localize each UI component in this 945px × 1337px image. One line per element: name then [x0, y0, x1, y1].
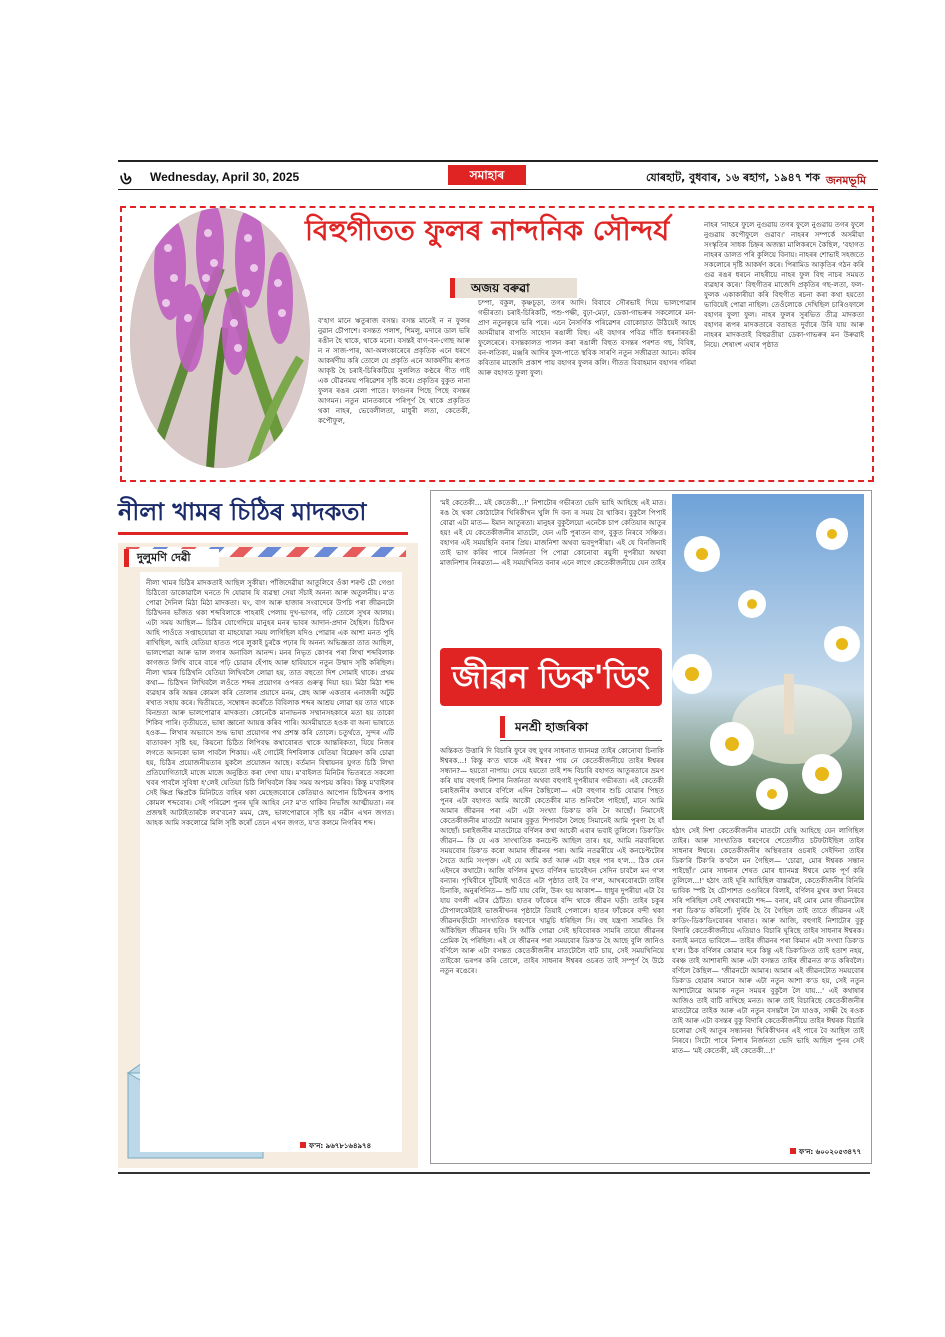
article1-col3: নাহৰ 'নাহৰে ফুলে নুগুৱায় তগৰ ফুলে নুগুৱায় তগৰ ফুলে নুগুৱায় কপৌফুলে গুৱাব।' নাহৰৰ সম্পৰ্কে অসমীয়া সংস্কৃতিৰ সাধক চিহ্নৰ অজন্তা মালিকৰদে কৈছিল, 'বহাগত নাহৰৰ ডালত পৰি কুলিয়ে বিনায়। নাহৰৰ শোভাই সহজতে সকলোৰে দৃষ্টি আকৰ্ষণ কৰে। পিৰামিড আকৃতিৰ গঠন কৰি গুৱ ৰঙৰ ধৰনে নাহৰীয়ে নাহৰ ফুল বিহু নাচৰ সময়ত ব্যৱহাৰ কৰে।' বিহুগীতৰ মাজেদি প্ৰকৃতিৰ গছ-লতা, ফল-ফুলক একাকাৰীয়া কৰি বিহুগীত ৰচনা কৰা কথা হয়তো ভাবিয়েই পোৱা নাছিল। তেওঁলোকে দেখিছিল চাৰিওফালে বহাগৰ ফুলা ফুল। নাহৰ ফুলৰ সুৰভিত তীব্ৰ মাদকতা বহাগৰ ৰূপৰ মাদকতাৰে বতাহত দুৰ্বাৰে উৰি যায় আৰু নাহৰৰ মাদকতাই বিহুৱতীয়া ডেকা-গাভৰুৰ মন উৰুৱাই নিয়ে। শেষাংশ এঘাৰ পৃষ্ঠাত: [704, 221, 864, 349]
daisy-illustration: [672, 494, 864, 820]
article3-col1: অন্তিকত উত্তাৰি দি বিচাৰি ফুৰে বহু যুগৰ সাধনাত ধ্যানমগ্ন তাইৰ কোনোবা চিনাকি ঈশ্বৰক...! কিন্তু ক'ত থাকে এই ঈশ্বৰ? পায় নে কেতেকীজনীয়ে তাইৰ ঈশ্বৰৰ সন্ধান?— হয়তো নাপায়। সেয়ে হয়তো তাই শব্দ বিচাৰি বহাগত আতুৰতাৰে ভ্ৰমণ কৰি যায় বহুগাই নিশাৰ নিৰ্জনতা অথবা বহুগাই দুপৰীয়াৰ গভীৰতা। এই কেতেকী চৰাইজনীৰ কথাৰে বৰ্ণিলে এদিন কৈছিলো— এটা বহুগাৰ শুচি যোৱাৰ পিছত পুনৰ এটা বহাগত আমি আকৌ কেতেকীৰ মাত শুনিবলৈ পাইছোঁ, মানে আমি আমাৰ জীৱনৰ পৰা এটা এটা সংখ্যা ডিক'ড কৰি নৈ আছোঁ। নিমাসেই কেতেকীজনীৰ মাতটো আমাৰ বুকুত শিপাবলৈ লৈছে সিমানেই আমি পুৰণা হৈ যাঁ আছোঁ। চৰাইজনীৰ মাতটোৱে বৰ্ণিলৰ কথা আকৌ এবাৰ ভবাই তুলিলে। ডিক'ডিং জীৱন— কি যে এক সাংখ্যতিক কনচেপ্ট আছিল তাৰ। হয়, আমি নৱবাৰিষ্যে সময়বোৰ ডিক'ড কৰো আমাৰ জীৱনৰ পৰা। আমি নতৱৰীয়ে এই কনচেপ্টটোৰ সৈতে আমি সংপৃক্ত। এই যে আমি কৰ্ত আৰু এটা বছৰ পাৰ হ'ল... ঠিক যেন এইদৰে কথাটো। আজি বৰ্ণিলৰ মুখত বৰ্ণিলৰ ভাবেইখন সেদিন চাবলৈ মন গ'ল বন্যাৰ। পৃথিবীৰে দুটিয়াই খাওঁতে এটা পৃষ্ঠাত তাই বৈ গ'ল, আখৰবোৰটো তাইৰ চিনাকি, অনুৰণিনিত— শুটি যায় বেলি, উৰং হয় আকাশ— ধাধুৰ দুপৰীয়া এটা বৈ যায় বগলী এটাৰ ঠোঁটত। হাতৰ ফাঁকেৰে বন্দি থাকে জীৱন ঘড়ী। তাইৰ চকুৰ টোপালকেইটাই ভাজৰীখনৰ পৃষ্ঠাটো তিয়াই পেলালে। হাতৰ ফাঁকেৰে বন্দী থকা জীৱনঘড়ীটো সাংখ্যতিক ধৰণেৰে খামুচি ধৰিছিল সি। বহু যন্ত্ৰণা সামৰিও সি আঁকিছিল জীৱনৰ ছবি। সি আঁকি গোৱা সেই ছবিবোৰক সামৰি তায়ো জীৱনৰ প্ৰেমিক হৈ পৰিছিল। এই যে জীৱনৰ পৰা সময়বোৰ ডিক'ড হৈ আছে বুলি জানিও বৰ্ণিলে আৰু এটা বসন্তত কেতেকীজনীৰ মাতটোলৈ বাট চায়, সেই সময়খিনিয়ে তাইকো ভৰপৰ কৰি তোলে, তাইৰ সাধনাৰ ঈশ্বৰৰ ওচৰত তাই সম্পূৰ্ণ হৈ উঠে নতুন ৰঙেৰে।: [440, 747, 664, 975]
article1-title: বিহুগীতত ফুলৰ নান্দনিক সৌন্দৰ্য: [305, 214, 670, 247]
article2-byline-box: [124, 549, 219, 567]
article2-byline: দুলুমণি দেৱী: [137, 551, 191, 564]
article1-byline: অজয় বৰুৱা: [471, 281, 530, 295]
article3-col2: হঠাৎ সেই দিশা কেতেকীজনীৰ মাতটো যেন্থি আহিছে যেন লাগিছিল তাইৰ। আৰু সাংখ্যতিক ধৰণেৰে শেতোলীত চটফটাইছিল তাইৰ সাধনাৰ ঈশ্বৰে। কেতেকীজনীৰ অস্থিৰতাৰ ওচৰাই সেইদিনা তাইৰ ডিক'ৰি টিক'ৰি ক'বলৈ মন গৈছিল— 'চোৱা, মোৰ ঈশ্বৰক সন্ধান পাইছোঁ।' মোৰ সাধনাৰ শেষত মোৰ ধ্যানমগ্ন ঈশ্বৰে মোক পূৰ্ণ কৰি তুলিলে...!' হঠাৎ তাই ঘূৰি আহিছিল বাস্তৱলৈ, কেতেকীজনীৰ বিনিমি ভাবিক স্পষ্ট হৈ চৌপাশত ওগুৰিৰে বিলাই, বৰ্ণিলৰ মুখৰ কথা নিৰবে সৰি পৰিছিল সেই শেষবাৰটো শব্দ— বনাৰ, মই মোৰ মোৰ জীৱনটোৰ পৰা ডিক'ড কৰিলোঁ। দুৰ্বিৰ হৈ বৈ গৈছিল তাই তাতে জীৱনৰ এই ক'ডিং-ডিক'ডিংবোৰৰ খাৰাত। আৰু আজি, বহুগাই নিশাটোৰ বুকু বিদাৰি কেতেকীজনীয়ে এতিয়াও বিচাৰি ঘূৰিছে তাইৰ সাধনাৰ ঈশ্বৰক। বন্যাই মনতে ভাবিলে— তাইৰ জীৱনৰ পৰা কিমান এটা সংখ্যা ডিক'ড হ'ল। ঠিক বৰ্ণিলৰ কোৱাৰ দৰে কিন্তু এই ডিক'ডিংত তাই হতাশ নহয়, বৰঞ্চ তাই আশাৰাদী আৰু এটা বসন্তত তাইৰ জীৱনত ক'ড কৰিবলৈ। বৰ্ণিলে কৈছিল— 'জীৱনটো আমাৰ। আমাৰ এই জীৱনটোত সময়বোৰ ডিক'ড হোৱাৰ সমানে আৰু এটা নতুন আশা ক'ড হয়, সেই নতুন আশাটোৱে আমাক নতুন সময়ৰ বুকুলৈ লৈ যায়...' এই কথাষাৰ আজিও তাই বাটি ৰাখিছে মনত। আৰু তাই বিচাৰিছে কেতেকীজনীৰ মাতটোৱে তাইক আৰু এটা নতুন বসন্তলৈ লৈ যাওক, সাক্ষী হৈ ৰওক তাই আৰু এটা বসন্তৰ বুকু বিদাৰি কেতেকীজনীয়ে তাইৰ ঈশ্বৰক বিচাৰি চলোৱা সেই আতুৰ সন্ধানৰ! খিৰিকীখনৰ এই পাৰে বৈ আছিল তাই নিৰবে। সিটো পাৰে নিশাৰ নিৰ্জনতা ভেদি ভাহি আছিল পুনৰ সেই মাত— 'মই কেতেকী, মই কেতেকী...!': [672, 827, 864, 1055]
daisy-photo: [672, 494, 864, 820]
article1-byline-box: [450, 278, 577, 298]
article3-phone: ফ'ন: ৬০০২০৫৩৪৭৭: [799, 1148, 862, 1156]
header-date: Wednesday, April 30, 2025: [150, 170, 300, 184]
page-bottom-rule: [118, 1172, 870, 1174]
header-bottom-rule: [118, 189, 878, 190]
header-top-rule: [118, 160, 878, 162]
section-tag: সমাহাৰ: [448, 165, 526, 185]
article2-body: নীলা খামৰ চিঠিৰ মাদকতাই আছিল সুকীয়া। পাঁজিদেৱীয়া আতুলিবে ওঁকা শৰণ্ট চৌ গেণ্ডা চিঠিতো ডাকোৱালৈ ঘনতে দি যোৱাৰ যি ব্যৱস্থা সেয়া সঁচাই অনন্য আৰু অতুলনীয়। ম'ত পোৱা দৈনিল মিঠা মিঠা মাদকতা। ঘং, বাগ আৰু হাজাৰ সংবাদেৰে উপচি পৰা জীৱনটো চিঠিখনৰ ভাঁজত থকা শব্দবিলাকে পাহৰাই পেলায় দুখ-ভাগৰ, গঢ়ি তোলে সুখৰ আলয়। এটা সময় আছিল— চিঠিৰ যোগেদিয়ে মানুহৰ মনৰ ভাবৰ আদান-প্ৰদান হৈছিল। চিঠিখন আহি পাওঁতে সপ্তাহযোৱা বা মাহযোৱা সময় লাগিছিল যদিও পোৱাৰ এক আশা মনত পুহি ৰাখিছিল, আহি যেতিয়া হাতত পৰে লুকাই চুৰকৈ পঢ়াৰ যি অনন্য অভিজ্ঞতা তাত আছিল, ভালপোৱা আৰু ভাল লগাৰ অনাবিল আনন্দ। মনৰ নিভৃত কোণৰ পৰা লিখা শব্দবিলাক কাগজত লিখি বাৰে বাৰে পঢ়ি চোৱাৰ হেঁপাহ আৰু হাবিয়াসে নতুন উন্মাদ সৃষ্টি কৰিছিল। নীলা খামৰ চিঠিখনি যেতিয়া লিখিবলৈ লোৱা হয়, তাত বহুতো দিশ সোমাই থাকে। প্ৰথম কথা— চিঠিখন লিখিবলৈ লওঁতে শব্দৰ প্ৰয়োগৰ ওপৰত গুৰুত্ব দিয়া হয়। মিঠা মিঠা শব্দ ব্যৱহাৰ কৰি অন্তৰ কোমল কৰি তোলাৰ প্ৰয়াসে মনম, স্নেহ আৰু একতাৰ এনাজৰী অটুট ৰখাত সহায় কৰে। দ্বিতীয়তে, সম্বোধন কৰোঁতে বিবিলাক শব্দৰ আশ্ৰয় লোৱা হয় তাত থাকে বিনম্ৰতা আৰু ভালপোৱাৰ মাদকতা। কোনেকৈ মানাভনক সম্মানসহকাৰে মতা হয় তাকো শিকিব পাৰি। তৃতীয়তে, ভাষা জ্ঞানো আয়ত্ত কৰিব পাৰি। অসমীয়াতে হওক বা অন্য ভাষাতে হওক— লিখাৰ অভ্যাসে শুদ্ধ ভাষা প্ৰয়োগৰ পথ প্ৰশস্ত কৰি তোলে। চতুৰ্থতে, সুন্দৰ এটি বাতাবৰণ সৃষ্টি হয়, কিয়নো চিঠিত লিপিবদ্ধ কথাবোৰত থাকে আন্তৰিকতা, যিয়ে নিজৰ লগতে আনকো ভাল পাবলৈ শিকায়। এই গোটেই দিশবিলাক যেতিয়া বিশ্লেষণ কৰি চোৱা হয়, চিঠিৰ প্ৰয়োজনীয়তাৰ যুকলৈ প্ৰয়োজন আছে। বৰ্তমান বিশ্বায়নৰ যুগত চিঠি লিখা প্ৰতিযোগিতাইে মাজে মাজে অনুষ্ঠিত কৰা দেখা যায়। ম'বাইলত মিনিটৰ ভিতৰতে সকলো খবৰ পাবলৈ সুবিধা হ'লেই যেতিয়া চিঠি লিখিবলৈ কিয় সময় অপচয় কৰিব। কিন্তু ম'বাইলৰ সেই ক্ষিপ্ৰ ক্ষিপ্ৰকৈ মিনিটতে বাহিৰ থকা মেছেজবোৰে কেতিয়াও আপোন চিঠিখনৰ কপাহ কোমল শব্দবোৰ। সেই পৰিৱেশ পুনৰ ঘূৰি আহিব নে? ম'ত থাকিব নিভাঁজ আত্মীয়তা। নৰ প্ৰজন্মই আটাইতাৰকৈ লব'বনে? মমম, স্নেহ, ভালপোৱাৰে সৃষ্টি হয় নৱীন এখন জগত। আহক আমি সকলোৱে মিলি সৃষ্টি কৰোঁ তেনে এখন জগত, য'ত কলমে নিগৰিব শব্দ।: [146, 579, 394, 827]
article2-footer: [300, 1140, 371, 1152]
newspaper-brand: জনমভূমি: [826, 174, 866, 187]
article2-title: নীলা খামৰ চিঠিৰ মাদকতা: [118, 498, 367, 526]
article2-title-underline: [118, 532, 408, 535]
header-local-date: যোৰহাট, বুধবাৰ, ১৬ ৰহাগ, ১৯৪৭ শক: [645, 171, 820, 184]
article2-phone: ফ'ন: ৯৬৭৮১৬৪৯৭৪: [309, 1142, 372, 1150]
article3-intro: 'মই কেতেকী... মই কেতেকী...!' নিশাটোৰ গভীৰতা ভেদি ভাহি আহিছে এই মাত। ৰঙ হৈ থকা কোঠাটোৰ খিৰিকীখন খুলি দি বন্য ৰ সময় বৈ থাকিব। বুকুলৈ পিপাই বোৱা এটা মাত— ইমান আতুৰতা। মানুহৰ বুকুলৈয়ো এনেকৈ চাপ কেতিয়াৰ আতুৰ হয়! এই যে কেতেকীজনীৰ মাতটো, যেন এটি পুৰাতন বাগ, বুকুত নিৰবে সঞ্চিত। বহাগৰ এই সময়ছিনি বনাৰ প্ৰিয়। মাজনিশা অথবা ভবদুপৰীয়া। এই যে বিনজিনাই তাই ভাগ কৰিব পাৰে নিৰ্জনতা পি পোৱা কোনোবা ৰয়ুসী দুপৰীয়া অথবা মাজনিশাৰ নিৰৱতা— এই সময়খিনিত বনাৰ এনে লাগে কেতেকীজনীয়ে যেন তাইৰ: [440, 499, 666, 567]
article3-byline-rule: [500, 740, 662, 741]
article3-title: জীৱন ডিক'ডিং: [451, 658, 651, 696]
page-number: ৬: [120, 168, 132, 189]
orchid-illustration: [130, 208, 310, 468]
article3-footer: [790, 1146, 861, 1158]
article2-title-bar: [118, 492, 418, 538]
footer-square-icon: [300, 1142, 306, 1148]
footer-square-icon-2: [790, 1148, 796, 1154]
article3-byline: মনশ্ৰী হাজৰিকা: [515, 720, 589, 734]
orchid-photo: [130, 208, 310, 468]
article1-col1: ব'হাগ মানে ঋতুৰাজ বসন্ত। বসন্ত মানেই ন ন ফুলৰ নুৱান চৌপাশে। বসন্তত পলাশ, শিমলু, মদাৰে ডাল ভৰি ৰঙীন হৈ থাকে, থাকে মনো। বসন্তই বাগ-বন-গোছ আৰু ন ন সাজ-পাৰ, আ-অলংকাৰেৰে প্ৰকৃতিক এনে ধৰণে আকৰ্ষণীয় কৰি তোলে যে প্ৰকৃতি এনে আকৰ্ষণীয় ৰূপত আকৃষ্ট হৈ চৰাই-চিৰিকটিয়ে সুললিত কণ্ঠৰে গীত গাই এক যৌৱনময় পৰিৱেশৰ সৃষ্টি কৰে। প্ৰকৃতিৰ বুকুত নানা ফুলৰ ৰঙৰ মেলা পাতে। ফাগুনৰ পিছে পিছে বসন্তৰ আগমন। নতুন মানতকাৰে পৰিপূৰ্ণ হৈ থাকে প্ৰকৃতিত থকা নাহৰ, ভেবেলীলতা, মাধুৰী লতা, কেতেকী, কপৌফুল,: [318, 317, 470, 425]
article1-col2: চম্পা, বকুল, কৃষ্ণচূড়া, তগৰ আদি। বিবাবে সৌৰভাই দিয়ে ভালপোৱাৰ গভীৰতা। চৰাই-চিৰিকটি, পশু-পক্ষী, বুঢ়া-মেঢ়া, ডেকা-গাভৰুৰ সকলোৰে মন-প্ৰাণ নতুনত্বৰে ভৰি পৰে। এনে নৈসৰ্গিক পৰিৱেশৰ বোকোচাত উঠিয়েই আহে অসমীয়াৰ বাপতি সাহোন ৰঙালী বিহু। এই বহাগৰ পবিত্ৰ দাঁতি ধৰনাৰবঙী ফুলেৰেৰে। বসন্তকালত পালন কৰা ৰঙালী বিহুত বসন্তৰ পৰশত গছ, বিবিধ, বন-লতিকা, মঞ্জৰি আদিৰ ফুল-পাতে স্থবিক সাৰণি নতুন সজীৱতা আনে। কবিৰ কবিতাৰ মাজেদি প্ৰকাশ পায় বহাগৰ ফুলৰ কলি। গীতত বিবাহমান বহাগৰ গৰিমা আৰু বহাগত ফুলা ফুল।: [478, 299, 696, 377]
article3-title-box: [440, 648, 662, 706]
article3-byline-box: [500, 716, 665, 738]
